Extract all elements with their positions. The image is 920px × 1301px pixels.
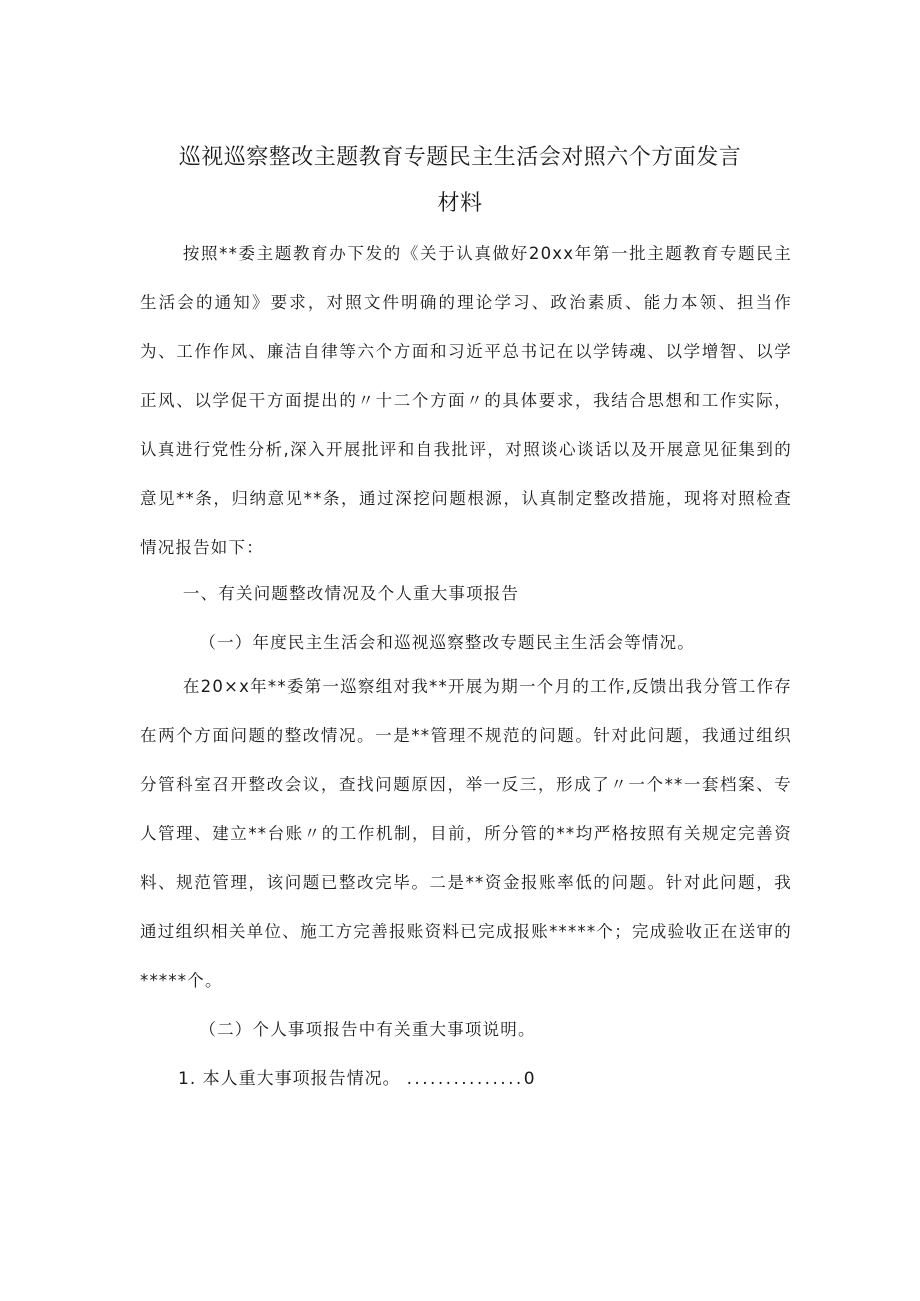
section-1-heading: 一、有关问题整改情况及个人重大事项报告 (182, 584, 520, 603)
toc-entry (178, 1064, 536, 1094)
toc-entry-leader-dots: ............... (406, 1069, 524, 1089)
subsection-2-heading: （二）个人事项报告中有关重大事项说明。 (199, 1020, 536, 1039)
subsection-1-heading: （一）年度民主生活会和巡视巡察整改专题民主生活会等情况。 (199, 633, 695, 652)
toc-entry-page-number: 0 (523, 1069, 536, 1089)
document-title-line-1: 巡视巡察整改主题教育专题民主生活会对照六个方面发言 (178, 145, 742, 170)
intro-paragraph: 按照**委主题教育办下发的《关于认真做好20xx年第一批主题教育专题民主生活会的通知》要求，对照文件明确的理论学习、政治素质、能力本领、担当作为、工作作风、廉洁自律等六个方面和习近平总书记在以学铸魂、以学增智、以学正风、以学促干方面提出的〃十二个方面〃的具体要求，我结合思想和工作实际，认真进行党性分析,深入开展批评和自我批评，对照谈心谈话以及开展意见征集到的意见**条，归纳意见**条，通过深挖问题根源，认真制定整改措施，现将对照检查情况报告如下： (140, 244, 792, 557)
document-title-line-2: 材料 (437, 191, 483, 216)
subsection-1-paragraph: 在20×x年**委第一巡察组对我**开展为期一个月的工作,反馈出我分管工作存在两个方面问题的整改情况。一是**管理不规范的问题。针对此问题，我通过组织分管科室召开整改会议，查找问题原因，举一反三，形成了〃一个**一套档案、专人管理、建立**台账〃的工作机制，目前，所分管的**均严格按照有关规定完善资料、规范管理，该问题已整改完毕。二是**资金报账率低的问题。针对此问题，我通过组织相关单位、施工方完善报账资料已完成报账*****个；完成验收正在送审的*****个。 (140, 677, 792, 990)
toc-entry-label: 1. 本人重大事项报告情况。 (178, 1069, 401, 1089)
